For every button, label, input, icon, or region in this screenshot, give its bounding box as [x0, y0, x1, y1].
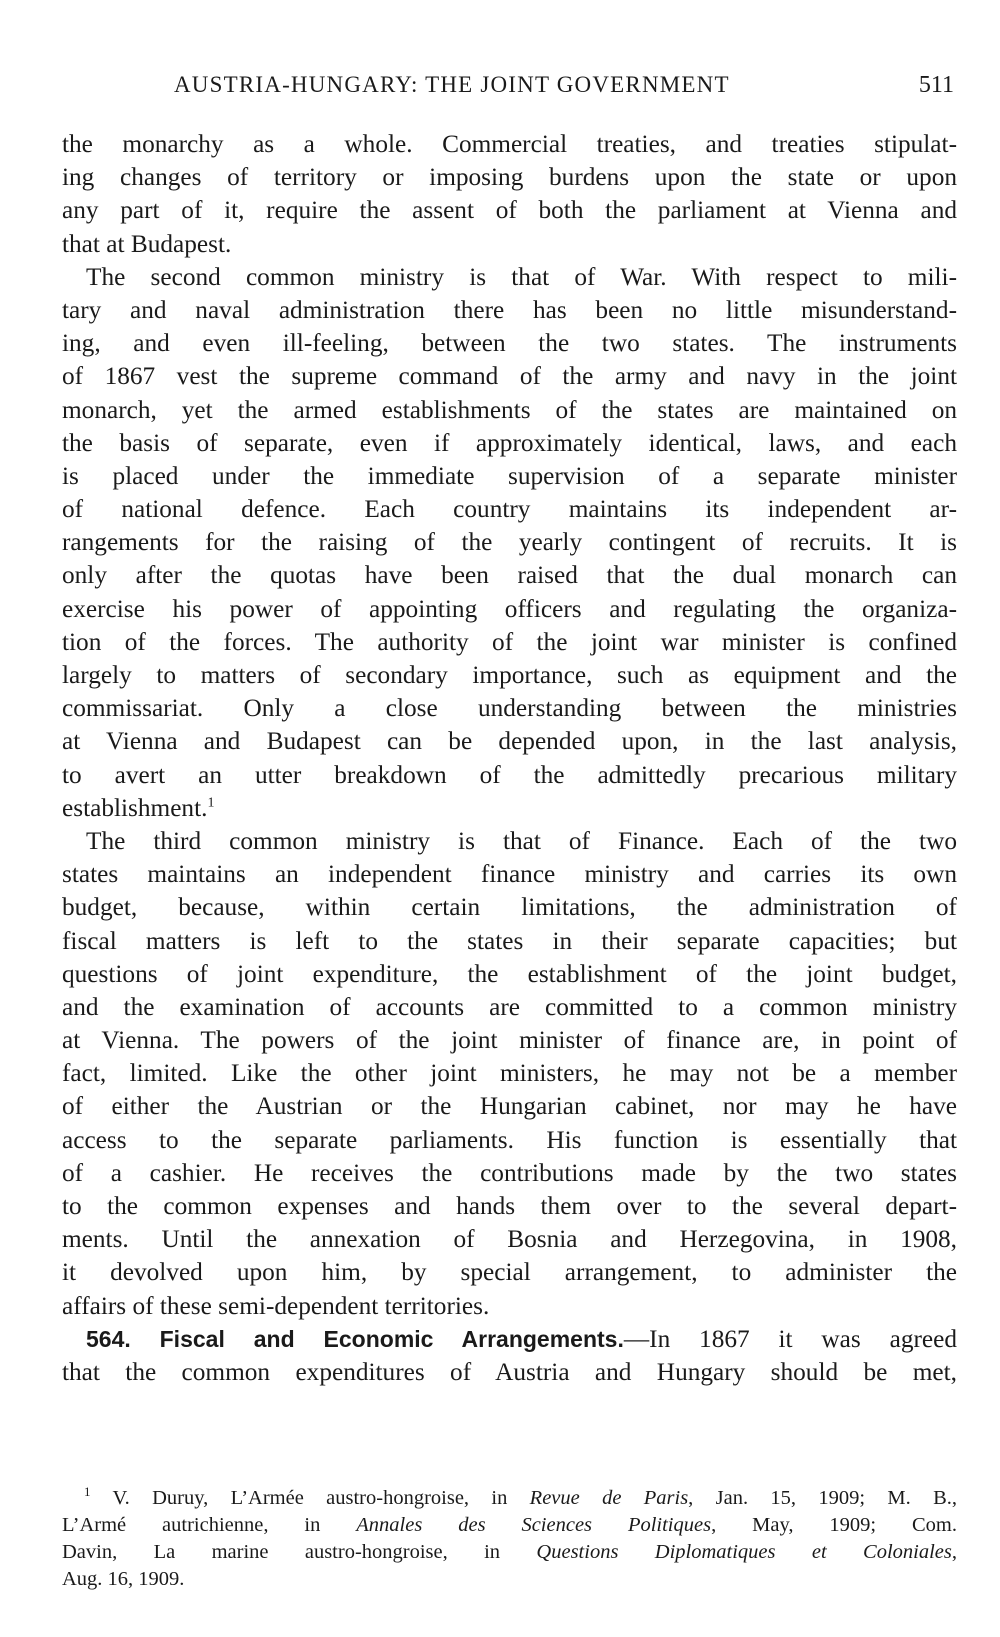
text-line: to the common expenses and hands them over to the several depart- — [62, 1192, 957, 1220]
text-line: tary and naval administration there has been no little misunderstand- — [62, 295, 957, 324]
footnote-text: , — [951, 1541, 957, 1563]
text-line: only after the quotas have been raised that the dual monarch can — [62, 561, 957, 590]
footnote-reference[interactable]: 1 — [207, 795, 215, 811]
text-line: commissariat. Only a close understanding between the ministries — [62, 694, 957, 723]
text-line: it devolved upon him, by special arrangement, to administer the — [62, 1258, 957, 1287]
text-line — [62, 792, 957, 825]
text-line: monarch, yet the armed establishments of the states are maintained on — [62, 395, 957, 424]
text-line: The third common ministry is that of Finance. Each of the two — [86, 826, 957, 855]
text-line: affairs of these semi-dependent territories. — [62, 1291, 490, 1320]
text-line: of either the Austrian or the Hungarian cabinet, nor may he have — [62, 1092, 957, 1121]
text-line: that the common expenditures of Austria and Hungary should be met, — [62, 1357, 957, 1386]
text-line: the monarchy as a whole. Commercial treaties, and treaties stipulat- — [62, 130, 957, 158]
footnote-line — [62, 1512, 957, 1539]
footnote-line: Aug. 16, 1909. — [62, 1568, 185, 1590]
footnote-text: Davin, La marine austro-hongroise, in — [62, 1541, 537, 1563]
section-number: 564. — [86, 1325, 131, 1352]
section-heading: Fiscal and Economic Arrangements. — [159, 1325, 624, 1352]
text-line: ing changes of territory or imposing burdens upon the state or upon — [62, 163, 957, 192]
footnote-text: , May, 1909; Com. — [711, 1514, 957, 1536]
text-line: at Vienna and Budapest can be depended upon, in the last analysis, — [62, 727, 957, 756]
text-line: ments. Until the annexation of Bosnia and Herzegovina, in 1908, — [62, 1225, 957, 1254]
text-line: of 1867 vest the supreme command of the army and navy in the joint — [62, 362, 957, 391]
text-line: budget, because, within certain limitations, the administration of — [62, 893, 957, 922]
text-line: The second common ministry is that of War. With respect to mili- — [86, 262, 957, 291]
footnote-line — [62, 1485, 957, 1512]
text-line: fiscal matters is left to the states in their separate capacities; but — [62, 926, 957, 955]
footnote-text: V. Duruy, L’Armée austro-hongroise, in — [112, 1487, 530, 1509]
footnotes — [62, 1485, 957, 1593]
text-line: fact, limited. Like the other joint ministers, he may not be a member — [62, 1059, 957, 1088]
text-line: rangements for the raising of the yearly contingent of recruits. It is — [62, 528, 957, 557]
text-line: largely to matters of secondary importance, such as equipment and the — [62, 661, 957, 689]
footnote-text: , Jan. 15, 1909; M. B., — [688, 1487, 957, 1509]
text-line: that at Budapest. — [62, 229, 232, 258]
page-number: 511 — [918, 72, 954, 98]
section-heading-line — [62, 1323, 957, 1356]
text-line: tion of the forces. The authority of the joint war minister is confined — [62, 627, 957, 656]
text-line: any part of it, require the assent of both the parliament at Vienna and — [62, 196, 957, 225]
text-line: states maintains an independent finance ministry and carries its own — [62, 860, 957, 889]
body-text — [62, 128, 957, 1389]
footnote-citation: Revue de Paris — [529, 1487, 689, 1509]
text-line: at Vienna. The powers of the joint minister of finance are, in point of — [62, 1026, 957, 1055]
footnote-mark: 1 — [84, 1484, 91, 1500]
text-line-content: establishment. — [62, 793, 208, 822]
text-line: access to the separate parliaments. His function is essentially that — [62, 1125, 957, 1154]
text-line: of national defence. Each country maintains its independent ar- — [62, 495, 957, 524]
text-line: is placed under the immediate supervision of a separate minister — [62, 461, 957, 490]
footnote-line — [62, 1539, 957, 1566]
text-line: and the examination of accounts are committed to a common ministry — [62, 992, 957, 1021]
footnote-citation: Questions Diplomatiques et Coloniales — [536, 1541, 952, 1563]
text-line: to avert an utter breakdown of the admittedly precarious military — [62, 760, 957, 789]
section-text: —In 1867 it was agreed — [623, 1324, 957, 1353]
text-line: questions of joint expenditure, the establishment of the joint budget, — [62, 959, 957, 988]
text-line: of a cashier. He receives the contributions made by the two states — [62, 1158, 957, 1187]
running-head — [62, 72, 962, 106]
text-line: the basis of separate, even if approximately identical, laws, and each — [62, 428, 957, 457]
footnote-text: L’Armé autrichienne, in — [62, 1514, 357, 1536]
text-line: ing, and even ill-feeling, between the two states. The instruments — [62, 329, 957, 358]
footnote-citation: Annales des Sciences Politiques — [356, 1514, 712, 1536]
running-head-title: AUSTRIA-HUNGARY: THE JOINT GOVERNMENT — [174, 72, 730, 97]
text-line: exercise his power of appointing officers and regulating the organiza- — [62, 594, 957, 623]
